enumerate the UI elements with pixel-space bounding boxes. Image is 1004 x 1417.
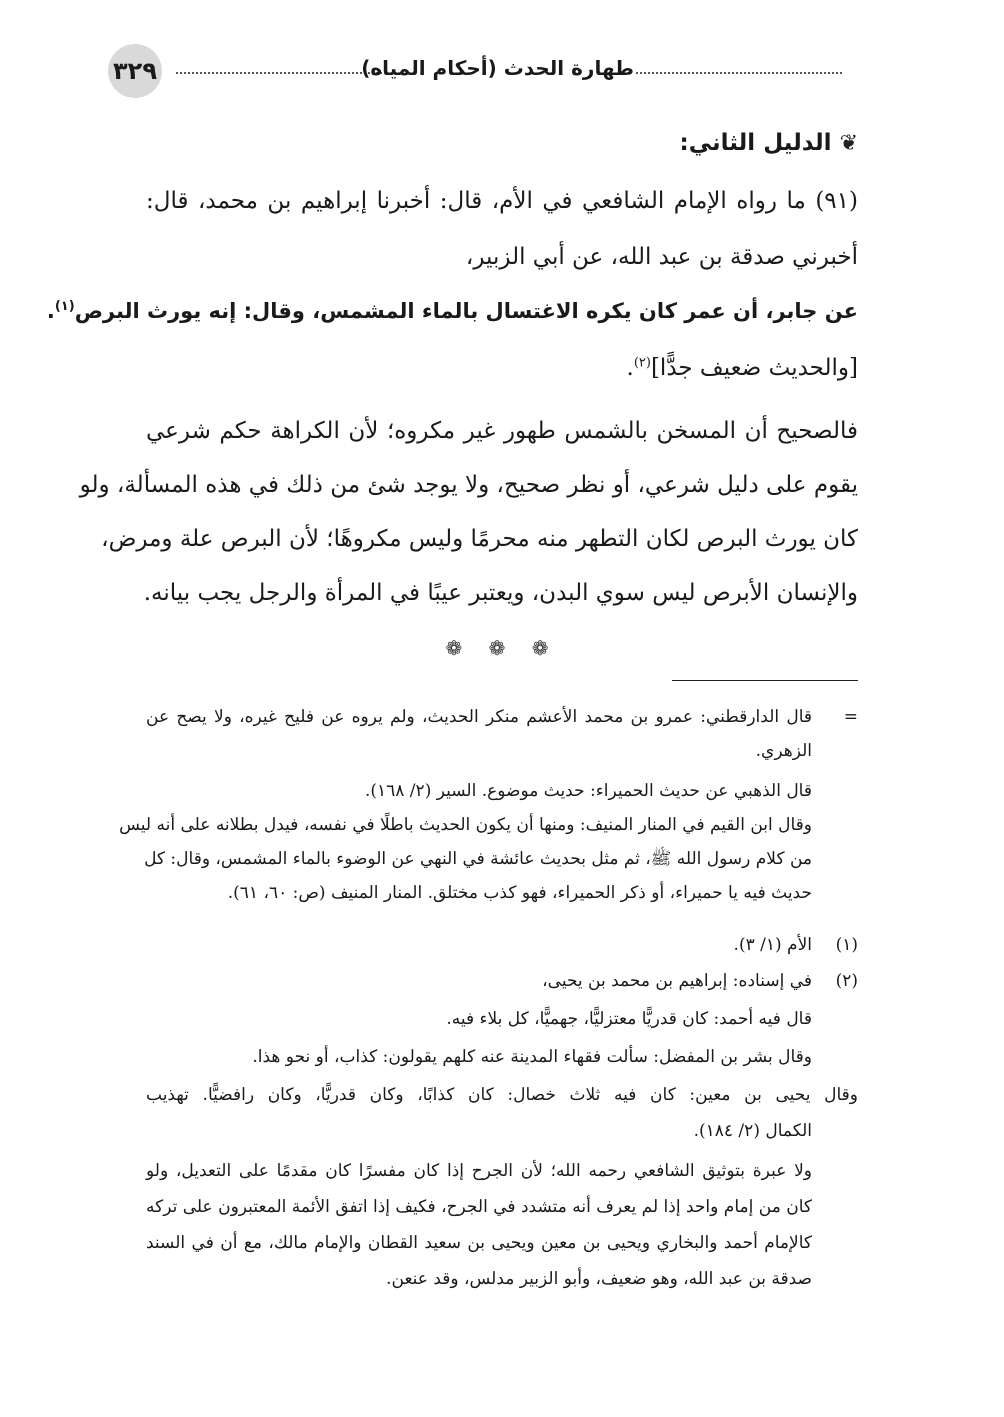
footnote-1-marker: (١) [835,935,858,955]
footnote-line: صدقة بن عبد الله، وهو ضعيف، وأبو الزبير مدلس، وقد عنعن. [386,1269,812,1289]
paragraph-line: يقوم على دليل شرعي، أو نظر صحيح، ولا يوجد شئ من ذلك في هذه المسألة، ولو [79,472,858,498]
footnote-line: كالإمام أحمد والبخاري ويحيى بن معين ويحيى بن سعيد القطان والإمام مالك، مع أن في السند [146,1233,812,1253]
section-end-ornament: ❁ ❁ ❁ [445,636,559,660]
page-number: ٣٢٩ [108,44,162,98]
continuation-marker: = [843,707,858,727]
leaf-ornament-icon: ❦ [839,131,858,156]
paragraph-line: فالصحيح أن المسخن بالشمس طهور غير مكروه؛ لأن الكراهة حكم شرعي [146,418,858,444]
hadith-grade [146,353,858,383]
footnote-line: وقال ابن القيم في المنار المنيف: ومنها أن يكون الحديث باطلًا في نفسه، فيدل بطلانه على أنه ليس [119,815,812,835]
section-heading [146,128,858,159]
footnote-line: الزهري. [755,741,812,761]
footnote-line: حديث فيه يا حميراء، أو ذكر الحميراء، فهو كذب مختلق. المنار المنيف (ص: ٦٠، ٦١). [227,883,812,903]
header-dotted-rule-left [176,72,382,74]
footnote-line: قال الدارقطني: عمرو بن محمد الأعشم منكر الحديث، ولم يروه عن فليح غيره، ولا يصح عن [146,707,812,727]
footnote-line: الأم (١/ ٣). [733,935,812,955]
footnote-ref-1[interactable]: (١) [54,299,75,314]
footnote-line: من كلام رسول الله ﷺ، ثم مثل بحديث عائشة في النهي عن الوضوء بالماء المشمس، وقال: كل [144,849,812,869]
hadith-text-end: . [46,299,55,323]
footnote-line: قال الذهبي عن حديث الحميراء: حديث موضوع. السير (٢/ ١٦٨). [364,781,812,801]
footnote-separator [672,680,858,681]
hadith-chain-line: (٩١) ما رواه الإمام الشافعي في الأم، قال: أخبرنا إبراهيم بن محمد، قال: [146,188,858,214]
footnote-1 [146,928,858,962]
hadith-grade-end: . [626,355,634,381]
paragraph-line: والإنسان الأبرص ليس سوي البدن، ويعتبر عيبًا في المرأة والرجل يجب بيانه. [143,580,858,606]
hadith-text [46,296,858,326]
hadith-grade-text: [والحديث ضعيف جدًّا] [650,355,858,381]
footnote-2 [146,964,858,1314]
footnote-continuation [119,700,858,940]
running-header-title: طهارة الحدث (أحكام المياه) [361,56,634,80]
footnote-line: وقال بشر بن المفضل: سألت فقهاء المدينة عنه كلهم يقولون: كذاب، أو نحو هذا. [252,1047,812,1067]
footnote-2-marker: (٢) [835,971,858,991]
footnote-line: في إسناده: إبراهيم بن محمد بن يحيى، [542,971,812,991]
footnote-line: ولا عبرة بتوثيق الشافعي رحمه الله؛ لأن الجرح إذا كان مفسرًا كان مقدمًا على التعديل، ولو [146,1161,812,1181]
footnote-line: كان من إمام واحد إذا لم يعرف أنه متشدد في الجرح، فكيف إذا اتفق الأئمة المعتبرون على تركه [146,1197,812,1217]
paragraph-line: كان يورث البرص لكان التطهر منه محرمًا وليس مكروهًا؛ لأن البرص علة ومرض، [101,526,858,552]
hadith-text-body: عن جابر، أن عمر كان يكره الاغتسال بالماء المشمس، وقال: إنه يورث البرص [74,299,858,323]
footnote-line: وقال يحيى بن معين: كان فيه ثلاث خصال: كان كذابًا، وكان قدريًّا، وكان رافضيًّا. تهذيب [146,1085,858,1105]
footnote-line: الكمال (٢/ ١٨٤). [693,1121,812,1141]
header-dotted-rule-right [636,72,842,74]
section-heading-text: الدليل الثاني: [679,130,832,156]
footnote-line: قال فيه أحمد: كان قدريًّا معتزليًّا، جهميًّا، كل بلاء فيه. [446,1009,812,1029]
hadith-chain-line: أخبرني صدقة بن عبد الله، عن أبي الزبير، [465,244,858,270]
footnote-ref-2[interactable]: (٢) [633,355,651,371]
